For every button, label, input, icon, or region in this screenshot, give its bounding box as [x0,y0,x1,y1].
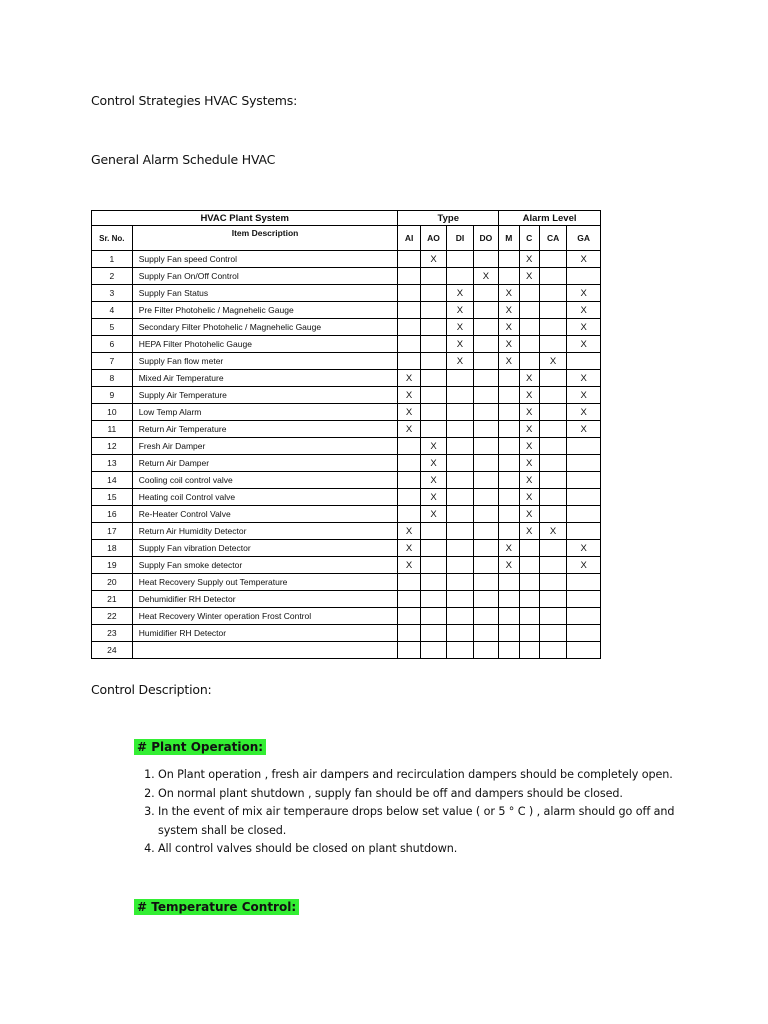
row-number: 21 [92,591,133,608]
plant-operation-list [134,766,688,859]
mark-cell-c: X [519,438,539,455]
mark-cell-c [519,642,539,659]
mark-cell-ao [420,404,446,421]
mark-cell-di [447,387,473,404]
mark-cell-ga: X [567,370,601,387]
mark-cell-m: X [499,557,519,574]
table-row [92,353,601,370]
table-row [92,591,601,608]
table-row [92,625,601,642]
table-row [92,540,601,557]
mark-cell-ao [420,557,446,574]
mark-cell-di: X [447,353,473,370]
col-header-m: M [499,226,519,251]
mark-cell-ca [539,506,566,523]
item-description: Heat Recovery Winter operation Frost Control [132,608,398,625]
mark-cell-ga: X [567,540,601,557]
mark-cell-m [499,472,519,489]
table-row [92,608,601,625]
mark-cell-m [499,523,519,540]
table-row [92,489,601,506]
mark-cell-di [447,438,473,455]
mark-cell-ai [398,353,420,370]
mark-cell-do [473,455,498,472]
mark-cell-ca [539,540,566,557]
mark-cell-ai [398,302,420,319]
table-row [92,251,601,268]
mark-cell-di [447,540,473,557]
mark-cell-m [499,608,519,625]
mark-cell-do [473,557,498,574]
mark-cell-c: X [519,506,539,523]
table-row [92,387,601,404]
table-row [92,404,601,421]
mark-cell-di: X [447,336,473,353]
mark-cell-ai [398,438,420,455]
item-description: Supply Fan Status [132,285,398,302]
mark-cell-ca [539,404,566,421]
mark-cell-ao: X [420,506,446,523]
mark-cell-do [473,336,498,353]
mark-cell-ca [539,319,566,336]
row-number: 6 [92,336,133,353]
mark-cell-ao [420,591,446,608]
mark-cell-ca [539,472,566,489]
mark-cell-ao [420,608,446,625]
table-row [92,642,601,659]
mark-cell-c [519,625,539,642]
list-item: 2. On normal plant shutdown , supply fan should be off and dampers should be closed. [158,785,688,804]
mark-cell-ga [567,489,601,506]
mark-cell-ca [539,642,566,659]
table-header-row [92,211,601,226]
mark-cell-do [473,251,498,268]
mark-cell-di: X [447,319,473,336]
mark-cell-ca [539,387,566,404]
mark-cell-ca [539,489,566,506]
system-header: HVAC Plant System [92,211,398,226]
mark-cell-ai [398,285,420,302]
mark-cell-ai: X [398,387,420,404]
mark-cell-ao: X [420,438,446,455]
mark-cell-ao [420,421,446,438]
mark-cell-di [447,506,473,523]
mark-cell-c: X [519,268,539,285]
row-number: 4 [92,302,133,319]
mark-cell-ga: X [567,557,601,574]
mark-cell-di [447,455,473,472]
mark-cell-di [447,370,473,387]
mark-cell-ca [539,625,566,642]
item-description: Heat Recovery Supply out Temperature [132,574,398,591]
mark-cell-do [473,523,498,540]
item-description: Heating coil Control valve [132,489,398,506]
mark-cell-ao [420,574,446,591]
item-description: Fresh Air Damper [132,438,398,455]
mark-cell-ai [398,472,420,489]
table-row [92,472,601,489]
mark-cell-m: X [499,319,519,336]
table-row [92,268,601,285]
mark-cell-di [447,557,473,574]
item-description: Supply Fan speed Control [132,251,398,268]
mark-cell-do [473,438,498,455]
mark-cell-ao [420,336,446,353]
row-number: 19 [92,557,133,574]
mark-cell-ga [567,591,601,608]
mark-cell-c [519,591,539,608]
mark-cell-ca [539,302,566,319]
list-item: 1. On Plant operation , fresh air dampers and recirculation dampers should be completely open. [158,766,688,785]
mark-cell-do [473,625,498,642]
mark-cell-di [447,251,473,268]
table-row [92,302,601,319]
mark-cell-ao [420,387,446,404]
mark-cell-ai [398,251,420,268]
mark-cell-di [447,591,473,608]
mark-cell-m [499,251,519,268]
mark-cell-m: X [499,353,519,370]
mark-cell-ai: X [398,421,420,438]
table-row [92,319,601,336]
mark-cell-di [447,642,473,659]
mark-cell-m [499,642,519,659]
mark-cell-ca [539,421,566,438]
row-number: 7 [92,353,133,370]
mark-cell-m [499,489,519,506]
mark-cell-ga: X [567,336,601,353]
mark-cell-ca [539,455,566,472]
mark-cell-di [447,268,473,285]
mark-cell-ga [567,268,601,285]
mark-cell-ai [398,591,420,608]
mark-cell-do [473,608,498,625]
mark-cell-di [447,421,473,438]
mark-cell-m [499,370,519,387]
item-description-header: Item Description [132,226,398,251]
mark-cell-ai [398,642,420,659]
mark-cell-di [447,608,473,625]
item-description: Low Temp Alarm [132,404,398,421]
mark-cell-do [473,421,498,438]
item-description: HEPA Filter Photohelic Gauge [132,336,398,353]
row-number: 16 [92,506,133,523]
mark-cell-m [499,625,519,642]
table-subheader-row [92,226,601,251]
mark-cell-ai: X [398,557,420,574]
mark-cell-ca [539,336,566,353]
item-description: Supply Air Temperature [132,387,398,404]
mark-cell-ao [420,642,446,659]
row-number: 18 [92,540,133,557]
mark-cell-c: X [519,387,539,404]
mark-cell-di [447,472,473,489]
row-number: 24 [92,642,133,659]
mark-cell-do [473,506,498,523]
mark-cell-ga: X [567,251,601,268]
mark-cell-ai [398,608,420,625]
mark-cell-ga: X [567,387,601,404]
mark-cell-m [499,268,519,285]
mark-cell-di [447,574,473,591]
mark-cell-ga [567,353,601,370]
mark-cell-do [473,370,498,387]
mark-cell-m [499,591,519,608]
mark-cell-do [473,319,498,336]
mark-cell-ai: X [398,370,420,387]
row-number: 17 [92,523,133,540]
row-number: 3 [92,285,133,302]
mark-cell-ai: X [398,540,420,557]
table-row [92,523,601,540]
item-description: Mixed Air Temperature [132,370,398,387]
mark-cell-c: X [519,370,539,387]
mark-cell-ga: X [567,404,601,421]
mark-cell-di [447,523,473,540]
item-description: Humidifier RH Detector [132,625,398,642]
document-title: Control Strategies HVAC Systems: [91,93,298,108]
table-body [92,251,601,659]
col-header-ao: AO [420,226,446,251]
row-number: 22 [92,608,133,625]
table-row [92,438,601,455]
mark-cell-ao [420,319,446,336]
mark-cell-ga [567,506,601,523]
col-header-c: C [519,226,539,251]
mark-cell-ca [539,557,566,574]
mark-cell-ai [398,268,420,285]
item-description: Return Air Damper [132,455,398,472]
mark-cell-di: X [447,302,473,319]
mark-cell-do: X [473,268,498,285]
item-description: Dehumidifier RH Detector [132,591,398,608]
item-description: Secondary Filter Photohelic / Magnehelic Gauge [132,319,398,336]
item-description: Return Air Humidity Detector [132,523,398,540]
mark-cell-ga [567,455,601,472]
mark-cell-do [473,489,498,506]
mark-cell-ao [420,540,446,557]
table-row [92,557,601,574]
mark-cell-ga [567,523,601,540]
alarm-level-header: Alarm Level [499,211,601,226]
table-row [92,574,601,591]
mark-cell-ga [567,608,601,625]
mark-cell-ao [420,523,446,540]
mark-cell-ai [398,336,420,353]
mark-cell-m [499,438,519,455]
row-number: 10 [92,404,133,421]
row-number: 2 [92,268,133,285]
row-number: 14 [92,472,133,489]
mark-cell-ga: X [567,302,601,319]
control-description-title: Control Description: [91,682,212,697]
mark-cell-c [519,285,539,302]
item-description: Pre Filter Photohelic / Magnehelic Gauge [132,302,398,319]
mark-cell-m: X [499,336,519,353]
list-item: 4. All control valves should be closed on plant shutdown. [158,840,688,859]
table-row [92,336,601,353]
plant-operation-tag: # Plant Operation: [134,739,266,755]
mark-cell-do [473,574,498,591]
mark-cell-ga: X [567,319,601,336]
mark-cell-m [499,455,519,472]
item-description: Supply Fan vibration Detector [132,540,398,557]
table-row [92,285,601,302]
mark-cell-ai [398,455,420,472]
sr-no-header: Sr. No. [92,226,133,251]
mark-cell-m: X [499,285,519,302]
mark-cell-di: X [447,285,473,302]
mark-cell-ao: X [420,455,446,472]
mark-cell-ga [567,625,601,642]
mark-cell-ai [398,625,420,642]
mark-cell-ai [398,506,420,523]
mark-cell-c: X [519,523,539,540]
mark-cell-do [473,642,498,659]
mark-cell-ca [539,251,566,268]
mark-cell-c [519,608,539,625]
mark-cell-do [473,353,498,370]
mark-cell-ao [420,302,446,319]
mark-cell-m [499,404,519,421]
table-row [92,506,601,523]
mark-cell-ca [539,268,566,285]
row-number: 5 [92,319,133,336]
col-header-ga: GA [567,226,601,251]
mark-cell-ca [539,608,566,625]
item-description [132,642,398,659]
mark-cell-ca [539,438,566,455]
mark-cell-ga: X [567,285,601,302]
mark-cell-m [499,421,519,438]
mark-cell-c [519,540,539,557]
mark-cell-ga [567,438,601,455]
mark-cell-m [499,506,519,523]
mark-cell-c: X [519,421,539,438]
mark-cell-ga [567,574,601,591]
row-number: 12 [92,438,133,455]
mark-cell-do [473,285,498,302]
mark-cell-do [473,302,498,319]
mark-cell-c: X [519,489,539,506]
mark-cell-ao [420,353,446,370]
mark-cell-ai [398,319,420,336]
mark-cell-c [519,574,539,591]
mark-cell-ca [539,574,566,591]
mark-cell-m: X [499,540,519,557]
mark-cell-m [499,574,519,591]
col-header-ai: AI [398,226,420,251]
mark-cell-c: X [519,455,539,472]
mark-cell-ao [420,625,446,642]
mark-cell-ai: X [398,404,420,421]
mark-cell-ga [567,642,601,659]
mark-cell-do [473,387,498,404]
row-number: 13 [92,455,133,472]
mark-cell-c [519,557,539,574]
item-description: Supply Fan flow meter [132,353,398,370]
mark-cell-m: X [499,302,519,319]
mark-cell-ao [420,370,446,387]
row-number: 9 [92,387,133,404]
item-description: Cooling coil control valve [132,472,398,489]
row-number: 11 [92,421,133,438]
mark-cell-ai: X [398,523,420,540]
row-number: 8 [92,370,133,387]
mark-cell-ai [398,574,420,591]
table-row [92,370,601,387]
schedule-title: General Alarm Schedule HVAC [91,152,276,167]
mark-cell-ai [398,489,420,506]
list-item: 3. In the event of mix air temperaure drops below set value ( or 5 ° C ) , alarm should go off and system shall be closed. [158,803,688,840]
mark-cell-c: X [519,472,539,489]
mark-cell-ca: X [539,523,566,540]
alarm-schedule-table [91,210,601,659]
type-header: Type [398,211,499,226]
item-description: Supply Fan smoke detector [132,557,398,574]
col-header-ca: CA [539,226,566,251]
mark-cell-c [519,336,539,353]
row-number: 20 [92,574,133,591]
table-row [92,455,601,472]
mark-cell-do [473,472,498,489]
mark-cell-c [519,302,539,319]
mark-cell-di [447,625,473,642]
col-header-do: DO [473,226,498,251]
mark-cell-c: X [519,404,539,421]
item-description: Return Air Temperature [132,421,398,438]
mark-cell-ao: X [420,472,446,489]
row-number: 1 [92,251,133,268]
mark-cell-ca [539,285,566,302]
mark-cell-ca: X [539,353,566,370]
mark-cell-ga [567,472,601,489]
mark-cell-ca [539,591,566,608]
mark-cell-do [473,540,498,557]
mark-cell-do [473,591,498,608]
mark-cell-c [519,353,539,370]
mark-cell-do [473,404,498,421]
mark-cell-c: X [519,251,539,268]
col-header-di: DI [447,226,473,251]
mark-cell-di [447,489,473,506]
mark-cell-ga: X [567,421,601,438]
mark-cell-m [499,387,519,404]
mark-cell-ao [420,285,446,302]
table-row [92,421,601,438]
row-number: 23 [92,625,133,642]
mark-cell-ao: X [420,251,446,268]
temperature-control-tag: # Temperature Control: [134,899,299,915]
item-description: Supply Fan On/Off Control [132,268,398,285]
mark-cell-ao: X [420,489,446,506]
mark-cell-ao [420,268,446,285]
row-number: 15 [92,489,133,506]
mark-cell-c [519,319,539,336]
item-description: Re-Heater Control Valve [132,506,398,523]
mark-cell-ca [539,370,566,387]
mark-cell-di [447,404,473,421]
